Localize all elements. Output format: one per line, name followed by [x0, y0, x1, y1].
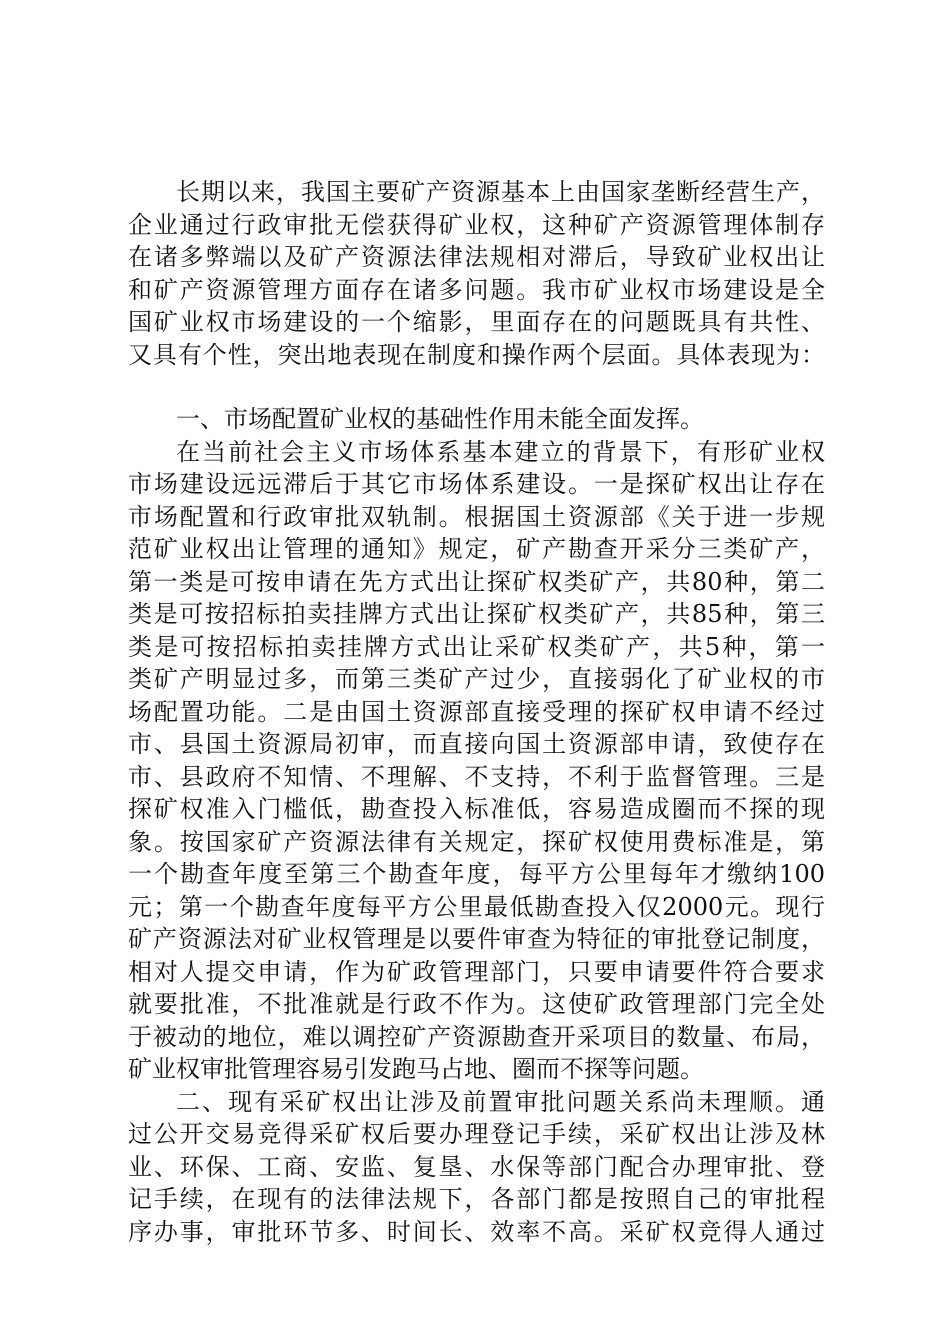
- text-line: 类是可按招标拍卖挂牌方式出让探矿权类矿产，共85种，第三: [128, 600, 825, 628]
- heading-text: 一、市场配置矿业权的基础性作用未能全面发挥。: [176, 405, 704, 433]
- text-line: 序办事，审批环节多、时间长、效率不高。采矿权竞得人通过: [128, 1217, 825, 1246]
- text-line: 于被动的地位，难以调控矿产资源勘查开采项目的数量、布局，: [128, 1022, 825, 1051]
- text-line: 第一类是可按申请在先方式出让探矿权类矿产，共80种，第二: [128, 567, 825, 596]
- text-line: 二、现有采矿权出让涉及前置审批问题关系尚未理顺。通: [176, 1087, 825, 1116]
- paragraph-intro: [128, 176, 825, 371]
- paragraph-body-1: [128, 436, 825, 1086]
- text-line: 就要批准，不批准就是行政不作为。这使矿政管理部门完全处: [128, 990, 825, 1018]
- text-line: 市、县国土资源局初审，而直接向国土资源部申请，致使存在: [128, 730, 825, 758]
- paragraph-spacer: [128, 371, 825, 403]
- section-heading-1: [128, 403, 825, 436]
- text-line: 业、环保、工商、安监、复垦、水保等部门配合办理审批、登: [128, 1152, 825, 1181]
- text-line: 记手续，在现有的法律法规下，各部门都是按照自己的审批程: [128, 1185, 825, 1213]
- text-line: 和矿产资源管理方面存在诸多问题。我市矿业权市场建设是全: [128, 275, 825, 304]
- text-line: 场配置功能。二是由国土资源部直接受理的探矿权申请不经过: [128, 697, 825, 726]
- text-line: 范矿业权出让管理的通知》规定，矿产勘查开采分三类矿产，: [128, 535, 825, 563]
- text-line: 矿业权审批管理容易引发跑马占地、圈而不探等问题。: [128, 1055, 704, 1083]
- text-line: 市场配置和行政审批双轨制。根据国土资源部《关于进一步规: [128, 502, 825, 531]
- text-line: 探矿权准入门槛低，勘查投入标准低，容易造成圈而不探的现: [128, 795, 825, 823]
- document-body: [128, 176, 825, 1248]
- text-line: 市、县政府不知情、不理解、不支持，不利于监督管理。三是: [128, 762, 825, 791]
- text-line: 矿产资源法对矿业权管理是以要件审查为特征的审批登记制度，: [128, 925, 825, 953]
- text-line: 类矿产明显过多，而第三类矿产过少，直接弱化了矿业权的市: [128, 665, 825, 693]
- text-line: 象。按国家矿产资源法律有关规定，探矿权使用费标准是，第: [128, 827, 825, 856]
- text-line: 国矿业权市场建设的一个缩影，里面存在的问题既具有共性、: [128, 308, 825, 336]
- paragraph-body-2: [128, 1086, 825, 1249]
- text-line: 类是可按招标拍卖挂牌方式出让采矿权类矿产，共5种，第一: [128, 632, 825, 661]
- text-line: 一个勘查年度至第三个勘查年度，每平方公里每年才缴纳100: [128, 860, 825, 888]
- text-line: 长期以来，我国主要矿产资源基本上由国家垄断经营生产，: [176, 178, 825, 206]
- text-line: 又具有个性，突出地表现在制度和操作两个层面。具体表现为：: [128, 340, 825, 369]
- text-line: 市场建设远远滞后于其它市场体系建设。一是探矿权出让存在: [128, 470, 825, 498]
- text-line: 企业通过行政审批无偿获得矿业权，这种矿产资源管理体制存: [128, 210, 825, 239]
- text-line: 元；第一个勘查年度每平方公里最低勘查投入仅2000元。现行: [128, 892, 825, 921]
- text-line: 过公开交易竞得采矿权后要办理登记手续，采矿权出让涉及林: [128, 1120, 825, 1148]
- text-line: 相对人提交申请，作为矿政管理部门，只要申请要件符合要求: [128, 957, 825, 986]
- text-line: 在诸多弊端以及矿产资源法律法规相对滞后，导致矿业权出让: [128, 243, 825, 271]
- text-line: 在当前社会主义市场体系基本建立的背景下，有形矿业权: [176, 437, 825, 466]
